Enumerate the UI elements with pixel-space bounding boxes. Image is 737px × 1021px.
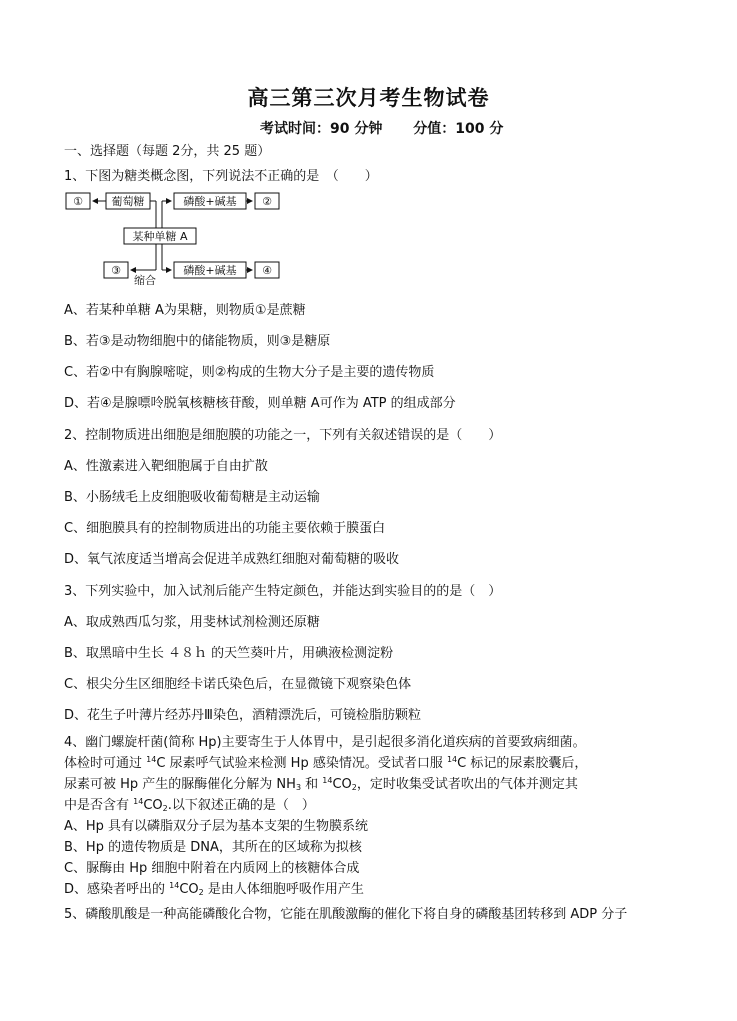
exam-time: 考试时间：90 分钟	[260, 121, 383, 137]
box-1-label: ①	[73, 195, 83, 208]
text-run: CO	[332, 777, 352, 792]
question-1-option-b: B、若③是动物细胞中的储能物质，则③是糖原	[64, 334, 331, 349]
section-heading: 一、选择题（每题 2分，共 25 题）	[64, 144, 271, 159]
text-run: ，定时收集受试者吹出的气体并测定其	[356, 777, 578, 792]
subscript: 2	[198, 888, 204, 897]
question-1-option-a: A、若某种单糖 A为果糖，则物质①是蔗糖	[64, 303, 306, 318]
question-4-option-b: B、Hp 的遗传物质是 DNA，其所在的区域称为拟核	[64, 840, 362, 855]
phosphate-base-top-label: 磷酸+碱基	[183, 195, 237, 208]
superscript: 14	[446, 755, 458, 764]
question-3-option-c: C、根尖分生区细胞经卡诺氏染色后，在显微镜下观察染色体	[64, 677, 412, 692]
question-1-option-d: D、若④是腺嘌呤脱氧核糖核苷酸，则单糖 A可作为 ATP 的组成部分	[64, 396, 456, 411]
glucose-label: 葡萄糖	[111, 195, 145, 208]
question-4-stem-line-4	[64, 794, 315, 813]
condense-label: 缩合	[134, 274, 156, 285]
question-4-stem-line-3	[64, 773, 578, 792]
superscript: 14	[133, 797, 144, 806]
text-run: 尿素可被 Hp 产生的脲酶催化分解为 NH	[64, 777, 296, 792]
question-5-stem: 5、磷酸肌酸是一种高能磷酸化合物，它能在肌酸激酶的催化下将自身的磷酸基团转移到 ADP 分子	[64, 907, 628, 922]
question-1-stem: 1、下图为糖类概念图，下列说法不正确的是 （ ）	[64, 169, 378, 184]
question-2-stem: 2、控制物质进出细胞是细胞膜的功能之一，下列有关叙述错误的是（ ）	[64, 428, 502, 443]
exam-info	[260, 118, 529, 138]
question-3-stem: 3、下列实验中，加入试剂后能产生特定颜色，并能达到实验目的的是（ ）	[64, 584, 502, 599]
subscript: 2	[162, 804, 168, 813]
superscript: 14	[169, 881, 180, 890]
superscript: 14	[322, 776, 333, 785]
text-run: C 尿素呼气试验来检测 Hp 感染情况。受试者口服	[156, 756, 447, 771]
superscript: 14	[146, 755, 157, 764]
phosphate-base-bottom-label: 磷酸+碱基	[183, 264, 237, 277]
question-2-option-a: A、性激素进入靶细胞属于自由扩散	[64, 459, 268, 474]
exam-title: 高三第三次月考生物试卷	[247, 85, 490, 110]
text-run: C 标记的尿素胶囊后，	[457, 756, 588, 771]
question-3-option-b: B、取黑暗中生长 ４８ｈ 的天竺葵叶片，用碘液检测淀粉	[64, 646, 394, 661]
question-2-option-b: B、小肠绒毛上皮细胞吸收葡萄糖是主动运输	[64, 490, 320, 505]
question-1-option-c: C、若②中有胸腺嘧啶，则②构成的生物大分子是主要的遗传物质	[64, 365, 435, 380]
question-4-stem-line-1: 4、幽门螺旋杆菌(简称 Hp)主要寄生于人体胃中，是引起很多消化道疾病的首要致病细菌。	[64, 735, 586, 750]
box-4-label: ④	[262, 264, 272, 277]
text-run: 和	[301, 777, 323, 792]
monosaccharide-a-label: 某种单糖 A	[132, 230, 188, 243]
box-2-label: ②	[262, 195, 272, 208]
text-run: 是由人体细胞呼吸作用产生	[203, 882, 364, 897]
text-run: 体检时可通过	[64, 756, 147, 771]
subscript: 2	[351, 783, 357, 792]
question-3-option-d: D、花生子叶薄片经苏丹Ⅲ染色，酒精漂洗后，可镜检脂肪颗粒	[64, 708, 421, 723]
question-2-option-d: D、氧气浓度适当增高会促进羊成熟红细胞对葡萄糖的吸收	[64, 552, 400, 567]
question-4-option-d	[64, 878, 364, 897]
question-3-option-a: A、取成熟西瓜匀浆，用斐林试剂检测还原糖	[64, 615, 320, 630]
question-4-stem-line-2	[64, 752, 587, 771]
text-run: CO	[179, 882, 199, 897]
exam-score: 分值：100 分	[413, 121, 504, 137]
text-run: CO	[143, 798, 163, 813]
question-4-option-c: C、脲酶由 Hp 细胞中附着在内质网上的核糖体合成	[64, 861, 360, 876]
text-run: .以下叙述正确的是（ ）	[167, 798, 315, 813]
carbohydrate-concept-diagram	[64, 190, 294, 285]
subscript: 3	[295, 783, 302, 792]
question-2-option-c: C、细胞膜具有的控制物质进出的功能主要依赖于膜蛋白	[64, 521, 386, 536]
text-run: 中是否含有	[64, 798, 134, 813]
text-run: D、感染者呼出的	[64, 882, 170, 897]
question-4-option-a: A、Hp 具有以磷脂双分子层为基本支架的生物膜系统	[64, 819, 369, 834]
box-3-label: ③	[111, 264, 121, 277]
